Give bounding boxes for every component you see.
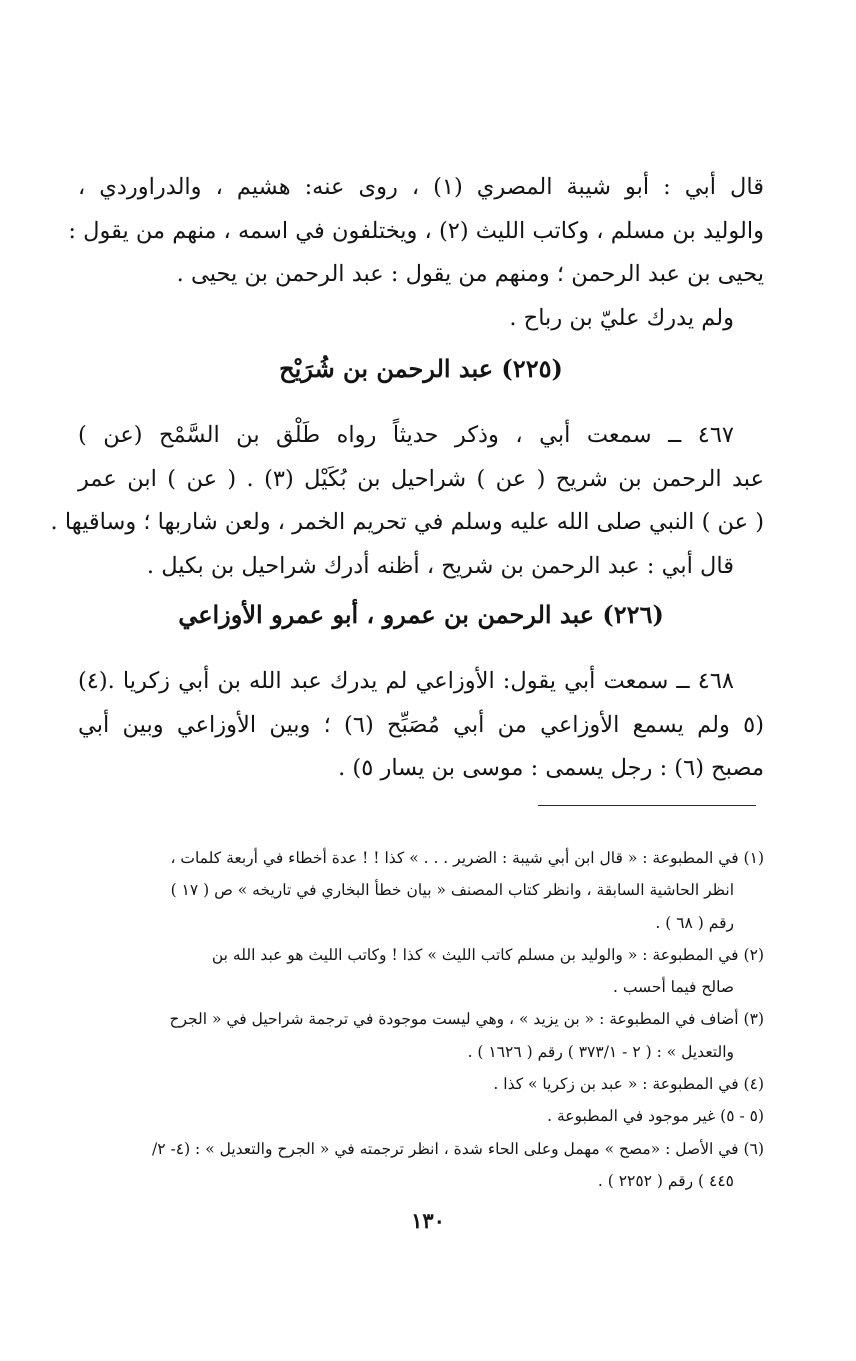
footnote-number: (٦) bbox=[743, 1139, 764, 1158]
footnote-4 bbox=[78, 1068, 764, 1100]
text-line: قال أبي : عبد الرحمن بن شريح ، أظنه أدرك شراحيل بن بكيل . bbox=[146, 552, 734, 579]
text-line: ٤٦٨ ــ سمعت أبي يقول: الأوزاعي لم يدرك عبد الله بن أبي زكريا .(٤) bbox=[78, 668, 734, 694]
footnote-number: (٤) bbox=[743, 1075, 764, 1094]
footnote-text: غير موجود في المطبوعة . bbox=[547, 1107, 716, 1126]
text-line: ولم يدرك عليّ بن رباح . bbox=[509, 304, 734, 331]
footnote-number: (٥ - ٥) bbox=[720, 1107, 764, 1126]
footnote-text: والتعديل » : ( ٢ - ٣٧٣/١ ) رقم ( ١٦٢٦ ) . bbox=[467, 1042, 734, 1061]
text-line: ( عن ) النبي صلى الله عليه وسلم في تحريم الخمر ، ولعن شاربها ؛ وساقيها . bbox=[50, 509, 764, 535]
text-line: والوليد بن مسلم ، وكاتب الليث (٢) ، ويختلفون في اسمه ، منهم من يقول : bbox=[68, 217, 764, 244]
footnote-6 bbox=[78, 1133, 764, 1198]
footnotes bbox=[78, 842, 764, 1197]
section-225-paragraph bbox=[50, 414, 764, 588]
text-line: قال أبي : أبو شيبة المصري (١) ، روى عنه: هشيم ، والدراوردي ، bbox=[78, 174, 765, 200]
text-line: عبد الرحمن بن شريح ( عن ) شراحيل بن بُكَيْل (٣) . ( عن ) ابن عمر bbox=[78, 465, 764, 492]
footnote-text: في الأصل : «مصح » مهمل وعلى الحاء شدة ، انظر ترجمته في « الجرح والتعديل » : (٤- ٢/ bbox=[152, 1139, 739, 1158]
text-line: مصبح (٦) : رجل يسمى : موسى بن يسار ٥) . bbox=[338, 755, 764, 781]
section-heading-225: (٢٢٥) عبد الرحمن بن شُرَيْح bbox=[279, 354, 563, 383]
footnote-3 bbox=[78, 1003, 764, 1068]
footnote-5 bbox=[78, 1100, 764, 1132]
footnote-text: انظر الحاشية السابقة ، وانظر كتاب المصنف « بيان خطأ البخاري في تاريخه » ص ( ١٧ ) bbox=[170, 881, 734, 900]
footnote-number: (٢) bbox=[743, 945, 764, 964]
footnote-text: أضاف في المطبوعة : « بن يزيد » ، وهي ليست موجودة في ترجمة شراحيل في « الجرح bbox=[169, 1010, 739, 1029]
section-heading-226: (٢٢٦) عبد الرحمن بن عمرو ، أبو عمرو الأوزاعي bbox=[178, 600, 664, 629]
footnote-number: (١) bbox=[743, 849, 764, 867]
footnote-text: رقم ( ٦٨ ) . bbox=[655, 913, 734, 932]
intro-paragraph bbox=[68, 166, 765, 340]
footnote-separator bbox=[538, 805, 756, 806]
footnote-text: صالح فيما أحسب . bbox=[612, 978, 734, 997]
text-line: يحيى بن عبد الرحمن ؛ ومنهم من يقول : عبد الرحمن بن يحيى . bbox=[176, 261, 764, 287]
footnote-text: في المطبوعة : « قال ابن أبي شيبة : الضرير . . . » كذا ! ! عدة أخطاء في أربعة كلمات ، bbox=[170, 849, 739, 867]
section-226-paragraph bbox=[78, 660, 764, 791]
footnote-1 bbox=[78, 842, 764, 939]
footnote-text: في المطبوعة : « عبد بن زكريا » كذا . bbox=[493, 1075, 739, 1094]
footnote-number: (٣) bbox=[743, 1010, 764, 1029]
footnote-2 bbox=[78, 939, 764, 1004]
footnote-text: ٤٤٥ ) رقم ( ٢٢٥٢ ) . bbox=[597, 1171, 734, 1190]
page-number: ١٣٠ bbox=[411, 1208, 445, 1233]
text-line: (٥ ولم يسمع الأوزاعي من أبي مُصَبِّح (٦) ؛ وبين الأوزاعي وبين أبي bbox=[78, 711, 764, 738]
text-line: ٤٦٧ ــ سمعت أبي ، وذكر حديثاً رواه طَلْق بن السَّمْح (عن ) bbox=[78, 422, 734, 448]
footnote-text: في المطبوعة : « والوليد بن مسلم كاتب الليث » كذا ! وكاتب الليث هو عبد الله بن bbox=[211, 945, 739, 964]
